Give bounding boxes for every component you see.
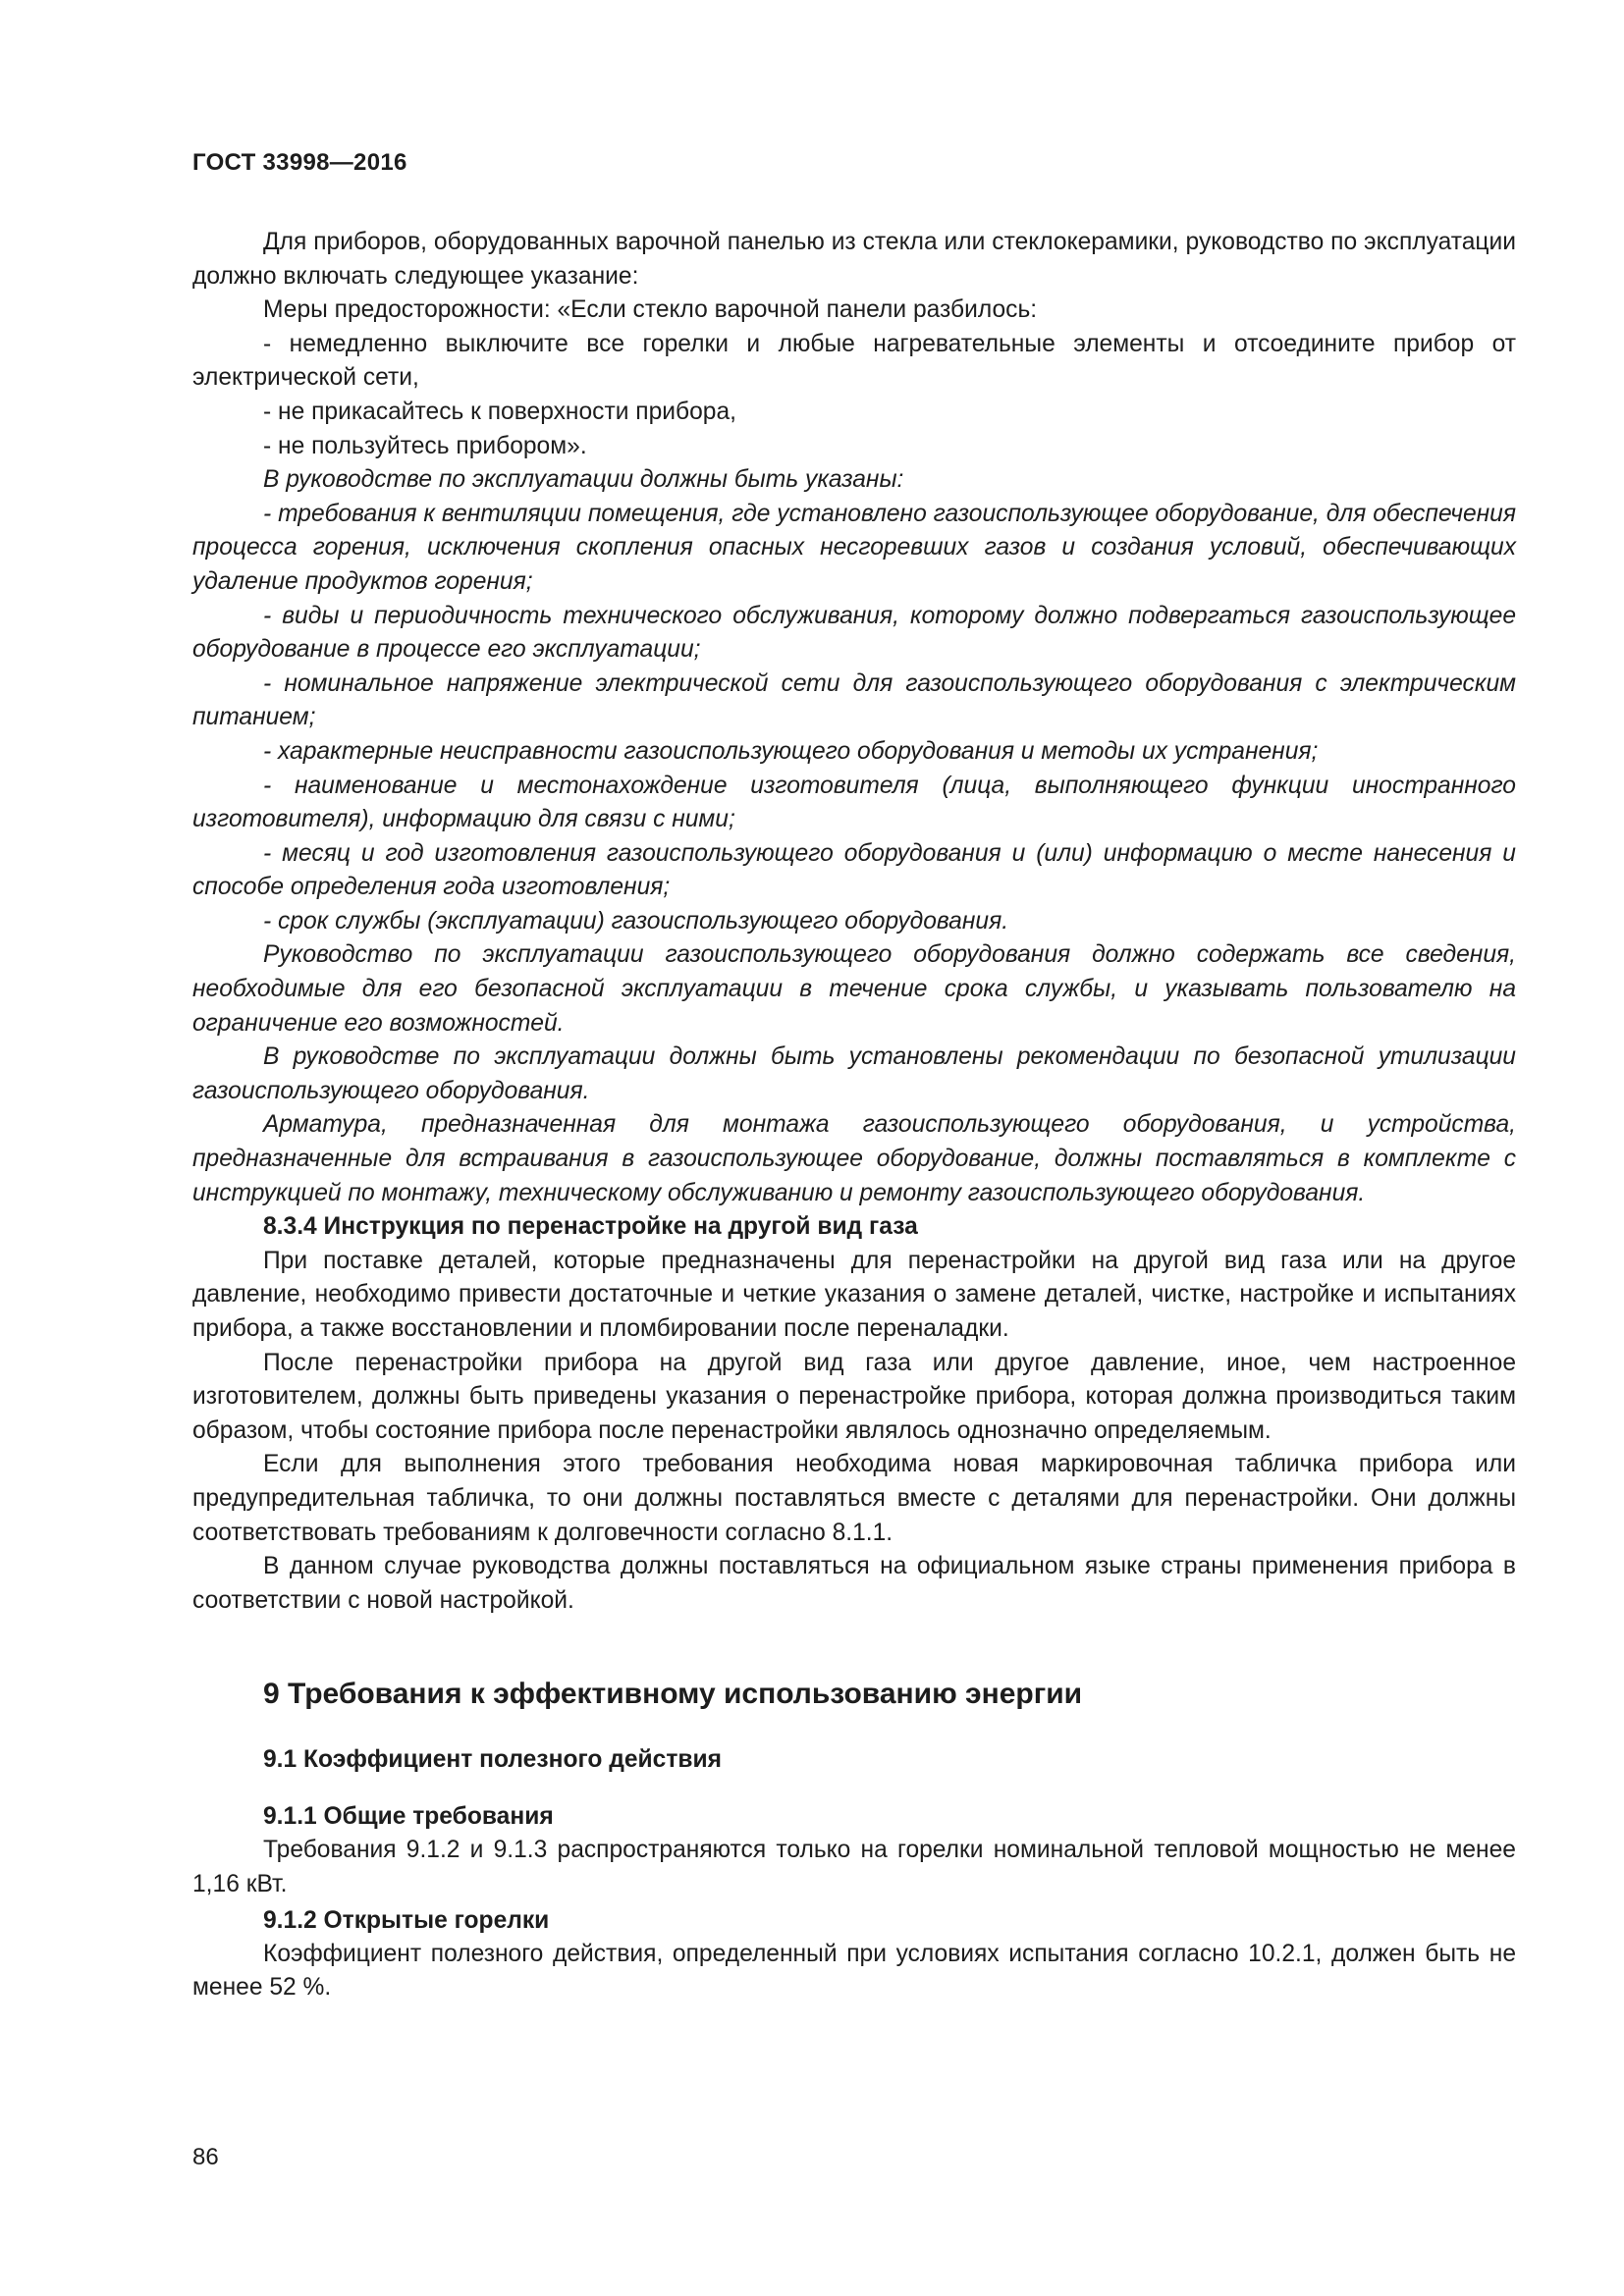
paragraph: Требования 9.1.2 и 9.1.3 распространяются только на горелки номинальной тепловой мощностью не менее 1,16 кВт. <box>192 1837 1516 1897</box>
paragraph: Руководство по эксплуатации газоиспользующего оборудования должно содержать все сведения, необходимые для его безопасной эксплуатации в течение срока службы, и указывать пользователю на ограничение его возможностей. <box>192 941 1516 1037</box>
paragraph: Если для выполнения этого требования необходима новая маркировочная табличка прибора или предупредительная табличка, то они должны поставляться вместе с деталями для перенастройки. Они должны соответствовать требованиям к долговечности согласно 8.1.1. <box>192 1451 1516 1546</box>
subsection-heading-9-1-1: 9.1.1 Общие требования <box>263 1803 554 1831</box>
list-item: - срок службы (эксплуатации) газоиспользующего оборудования. <box>263 907 1009 934</box>
list-item: - виды и периодичность технического обслуживания, которому должно подвергаться газоиспользующее оборудование в процессе его эксплуатации; <box>192 602 1516 664</box>
paragraph: При поставке деталей, которые предназначены для перенастройки на другой вид газа или на другое давление, необходимо привести достаточные и четкие указания о замене деталей, чистке, настройке и испытаниях прибора, а также восстановлении и пломбировании после переналадки. <box>192 1247 1516 1342</box>
paragraph: После перенастройки прибора на другой вид газа или другое давление, иное, чем настроенное изготовителем, должны быть приведены указания о перенастройке прибора, которая должна производиться таким образом, чтобы состояние прибора после перенастройки являлось однозначно определяемым. <box>192 1349 1516 1444</box>
paragraph: Коэффициент полезного действия, определенный при условиях испытания согласно 10.2.1, должен быть не менее 52 %. <box>192 1940 1516 2002</box>
list-item: - не прикасайтесь к поверхности прибора, <box>263 398 736 425</box>
section-heading-9: 9 Требования к эффективному использованию энергии <box>263 1678 1083 1711</box>
subsection-heading-9-1-2: 9.1.2 Открытые горелки <box>263 1906 550 1934</box>
subsection-heading-9-1: 9.1 Коэффициент полезного действия <box>263 1746 722 1774</box>
list-item: - номинальное напряжение электрической сети для газоиспользующего оборудования с электрическим питанием; <box>192 669 1516 731</box>
paragraph: Арматура, предназначенная для монтажа газоиспользующего оборудования, и устройства, предназначенные для встраивания в газоиспользующее оборудование, должны поставляться в комплекте с инструкцией по монтажу, техническому обслуживанию и ремонту газоиспользующего оборудования. <box>192 1111 1516 1206</box>
document-code: ГОСТ 33998—2016 <box>192 149 407 176</box>
subsection-heading-8-3-4: 8.3.4 Инструкция по перенастройке на другой вид газа <box>263 1213 918 1241</box>
page-number: 86 <box>192 2144 219 2170</box>
paragraph: В руководстве по эксплуатации должны быть установлены рекомендации по безопасной утилизации газоиспользующего оборудования. <box>192 1043 1516 1104</box>
list-item: - немедленно выключите все горелки и любые нагревательные элементы и отсоедините прибор от электрической сети, <box>192 330 1516 392</box>
paragraph: Для приборов, оборудованных варочной панелью из стекла или стеклокерамики, руководство по эксплуатации должно включать следующее указание: <box>192 229 1516 290</box>
list-item: - требования к вентиляции помещения, где установлено газоиспользующее оборудование, для обеспечения процесса горения, исключения скопления опасных несгоревших газов и создания условий, обеспечивающих удаление продуктов горения; <box>192 500 1516 595</box>
list-item: - месяц и год изготовления газоиспользующего оборудования и (или) информацию о месте нанесения и способе определения года изготовления; <box>192 839 1516 901</box>
list-item: - наименование и местонахождение изготовителя (лица, выполняющего функции иностранного изготовителя), информацию для связи с ними; <box>192 772 1516 833</box>
paragraph: Меры предосторожности: «Если стекло варочной панели разбилось: <box>263 296 1038 324</box>
document-body <box>192 226 1516 2005</box>
list-item: - характерные неисправности газоиспользующего оборудования и методы их устранения; <box>263 737 1319 765</box>
paragraph: В данном случае руководства должны поставляться на официальном языке страны применения прибора в соответствии с новой настройкой. <box>192 1553 1516 1614</box>
paragraph: В руководстве по эксплуатации должны быть указаны: <box>263 466 904 494</box>
list-item: - не пользуйтесь прибором». <box>263 432 587 459</box>
